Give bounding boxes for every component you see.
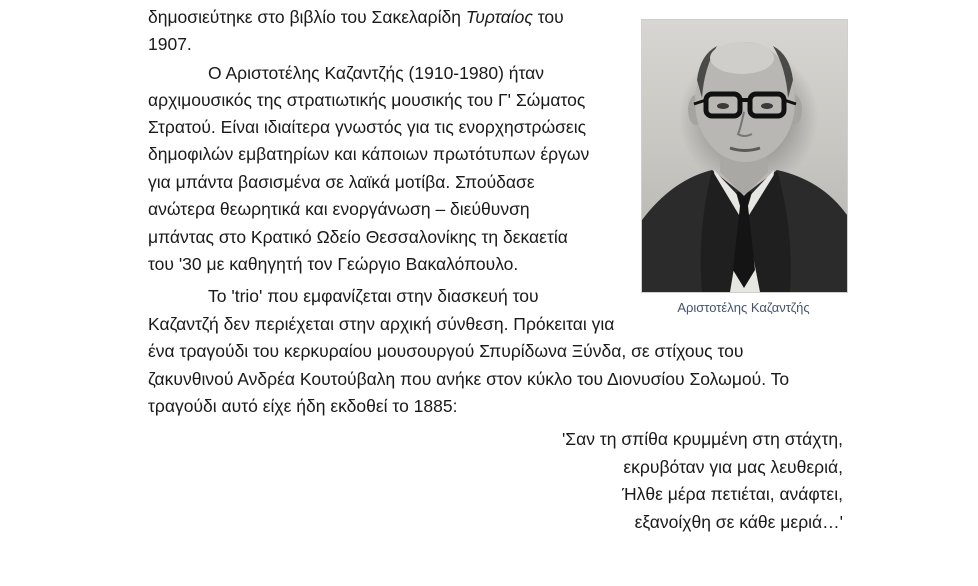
poem-line: Ήλθε μέρα πετιέται, ανάφτει, xyxy=(621,484,843,504)
paragraph-line: ανώτερα θεωρητικά και ενοργάνωση – διεύθυνση xyxy=(148,199,530,219)
portrait-photo xyxy=(641,19,848,293)
poem-line: 'Σαν τη σπίθα κρυμμένη στη στάχτη, xyxy=(561,429,843,449)
paragraph-line xyxy=(148,4,564,31)
paragraph-line: Καζαντζή δεν περιέχεται στην αρχική σύνθεση. Πρόκειται για xyxy=(148,314,615,334)
paragraph-line: μπάντας στο Κρατικό Ωδείο Θεσσαλονίκης τη δεκαετία xyxy=(148,227,568,247)
paragraph-line: αρχιμουσικός της στρατιωτικής μουσικής του Γ' Σώματος xyxy=(148,90,586,110)
poem-line: εξανοίχθη σε κάθε μεριά…' xyxy=(634,512,843,532)
paragraph-line: του '30 με καθηγητή τον Γεώργιο Βακαλόπουλο. xyxy=(148,254,519,274)
paragraph-line: δημοφιλών εμβατηρίων και κάποιων πρωτότυπων έργων xyxy=(148,144,590,164)
poem-line: εκρυβόταν για μας λευθεριά, xyxy=(623,457,843,477)
paragraph-line: Το 'trio' που εμφανίζεται στην διασκευή του xyxy=(208,286,539,306)
book-title: Τυρταίος xyxy=(465,7,533,27)
paragraph-line: τραγούδι αυτό είχε ήδη εκδοθεί το 1885: xyxy=(148,396,458,416)
text-segment: του xyxy=(532,7,564,27)
portrait-illustration xyxy=(642,20,847,292)
text-segment: δημοσιεύτηκε στο βιβλίο του Σακελαρίδη xyxy=(148,7,466,27)
paragraph-line: ένα τραγούδι του κερκυραίου μουσουργού Σπυρίδωνα Ξύνδα, σε στίχους του xyxy=(148,341,744,361)
paragraph-line: για μπάντα βασισμένα σε λαϊκά μοτίβα. Σπούδασε xyxy=(148,172,535,192)
paragraph-line: Στρατού. Είναι ιδιαίτερα γνωστός για τις ενορχηστρώσεις xyxy=(148,117,587,137)
photo-caption: Αριστοτέλης Καζαντζής xyxy=(677,300,810,315)
paragraph-line: 1907. xyxy=(148,34,192,54)
paragraph-line: ζακυνθινού Ανδρέα Κουτούβαλη που ανήκε στον κύκλο του Διονυσίου Σολωμού. Το xyxy=(148,369,790,389)
paragraph-line: Ο Αριστοτέλης Καζαντζής (1910-1980) ήταν xyxy=(208,63,545,83)
